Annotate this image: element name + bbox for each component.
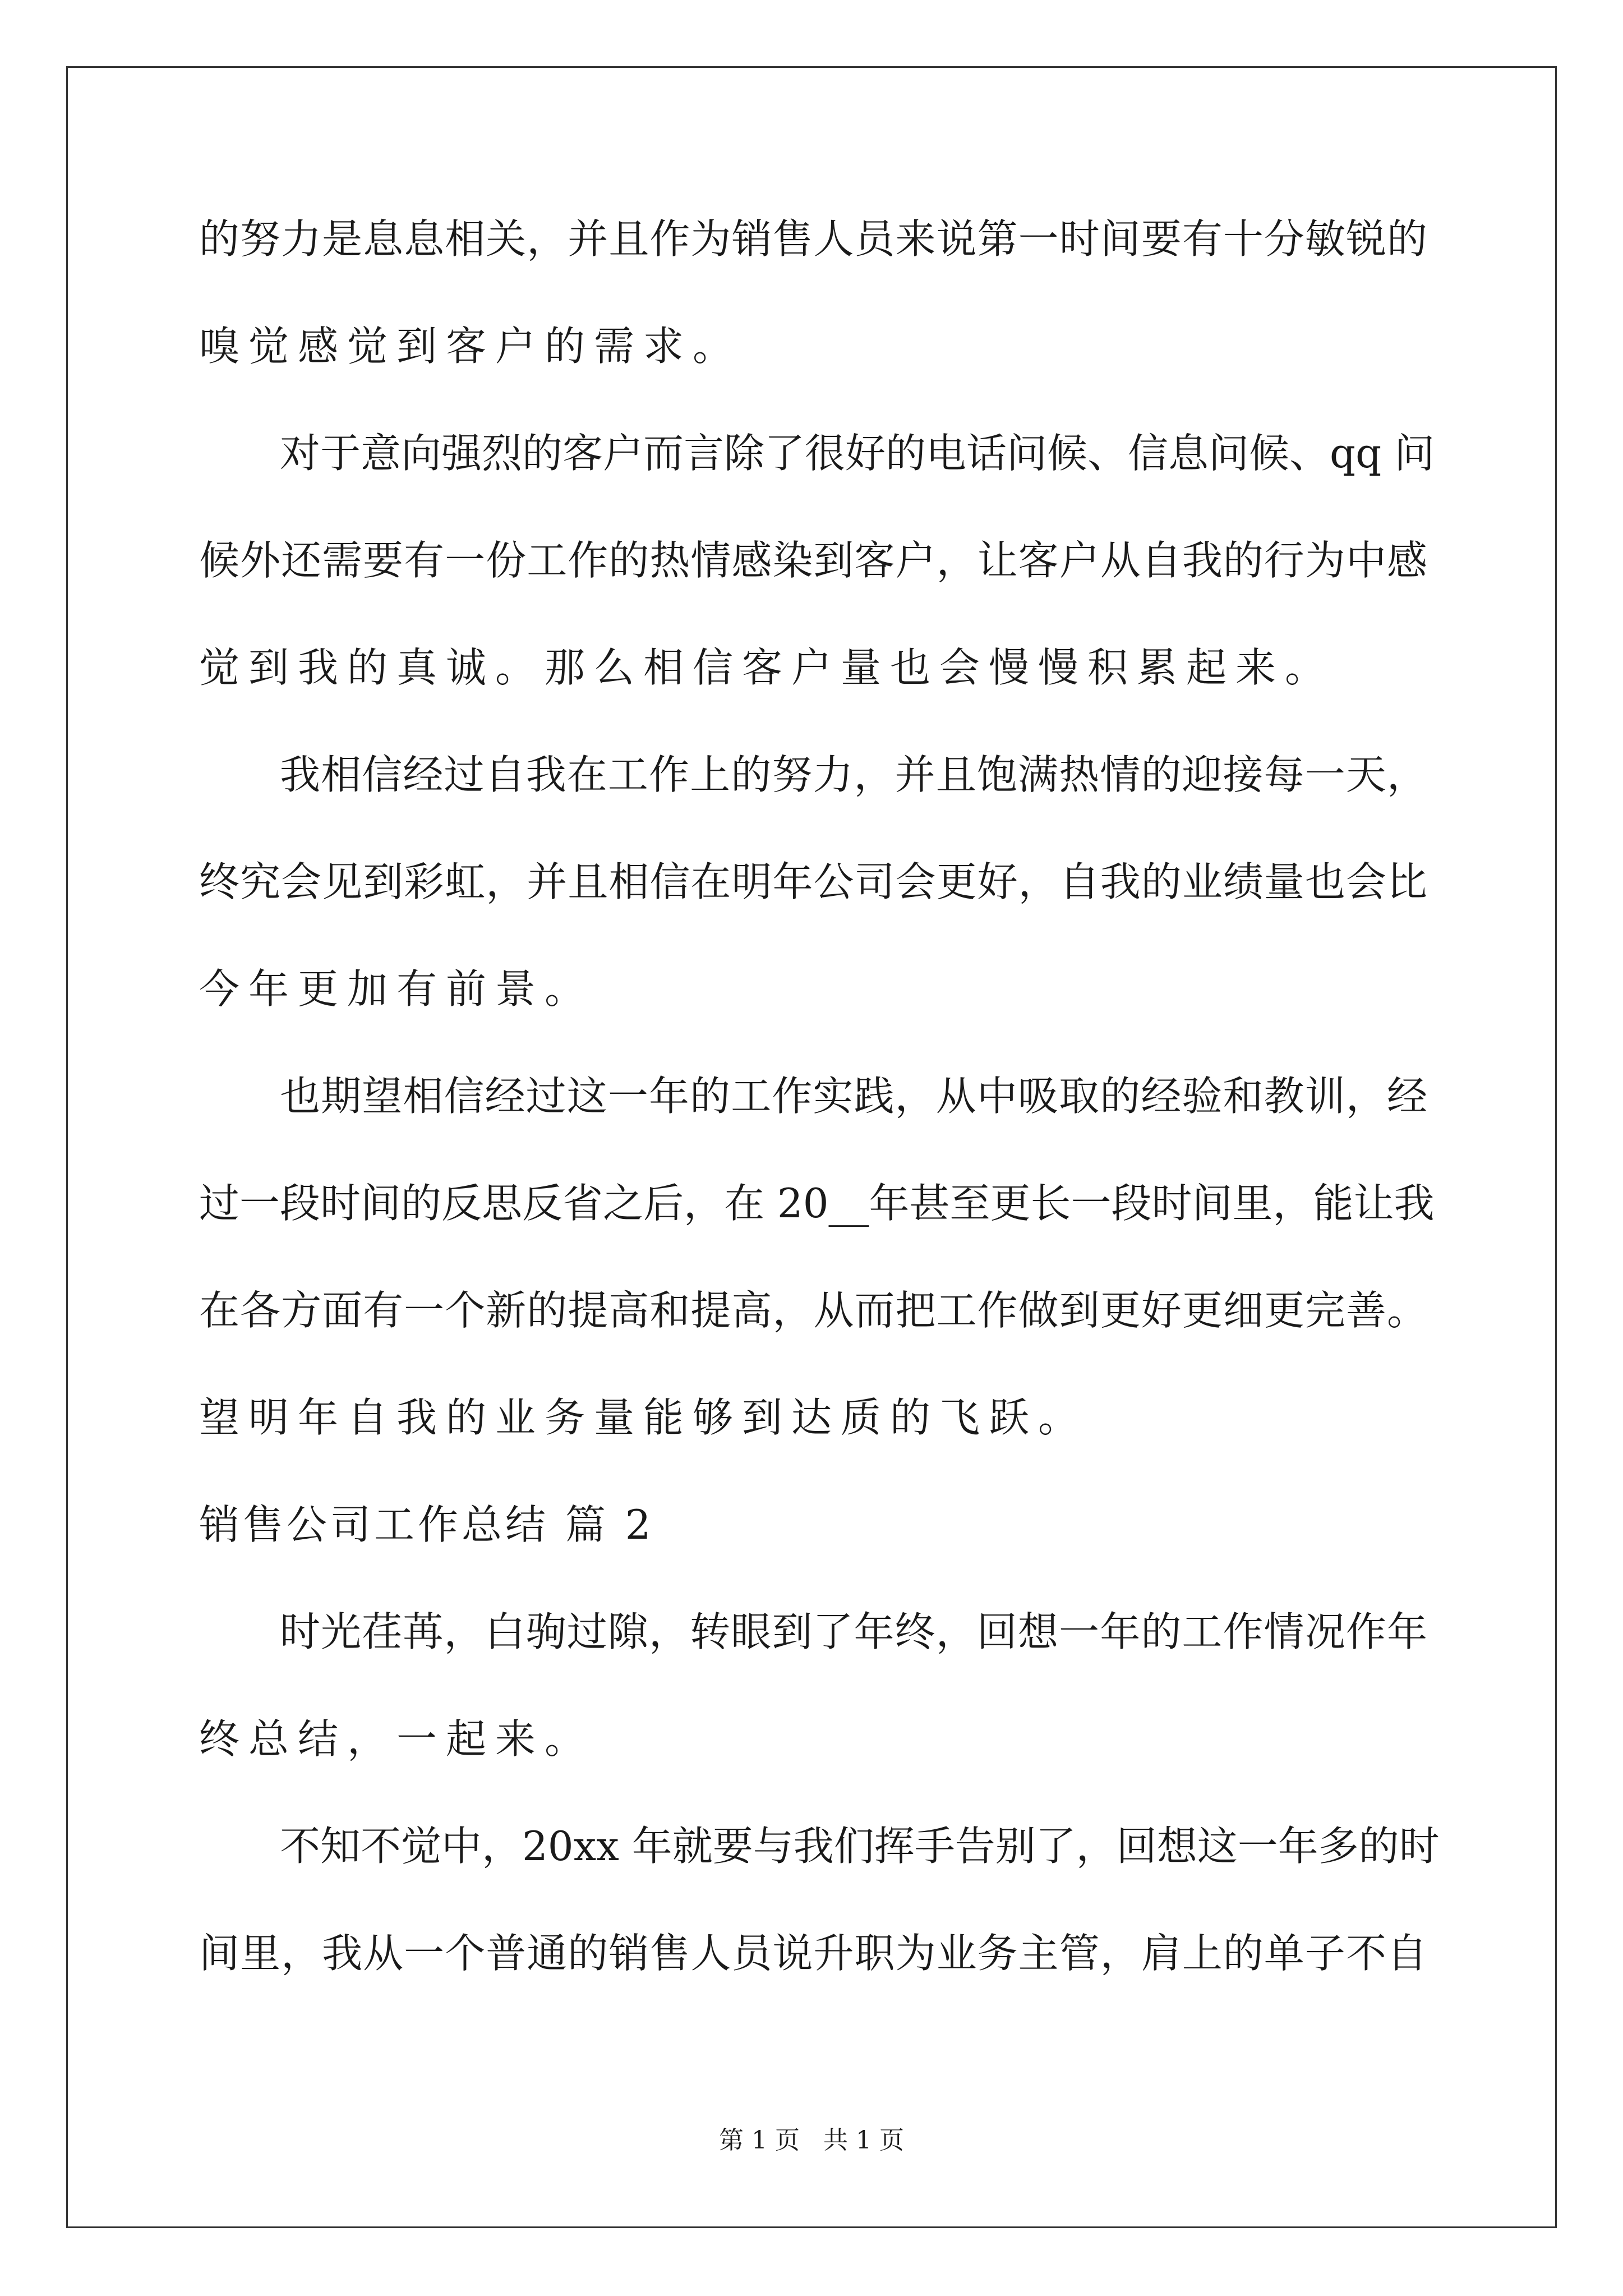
paragraph-line: 时光荏苒，白驹过隙，转眼到了年终，回想一年的工作情况作年 <box>280 1608 1427 1655</box>
paragraph-line: 终总结，一起来。 <box>199 1715 594 1763</box>
paragraph-line: 终究会见到彩虹，并且相信在明年公司会更好，自我的业绩量也会比 <box>199 858 1427 905</box>
paragraph-line: 在各方面有一个新的提高和提高，从而把工作做到更好更细更完善。 <box>199 1287 1427 1334</box>
paragraph-line: 不知不觉中，20xx 年就要与我们挥手告别了，回想这一年多的时 <box>280 1823 1440 1870</box>
paragraph-line: 嗅觉感觉到客户的需求。 <box>199 323 743 370</box>
paragraph-line: 过一段时间的反思反省之后，在 20__年甚至更长一段时间里，能让我 <box>199 1180 1435 1227</box>
paragraph-line: 望明年自我的业务量能够到达质的飞跃。 <box>199 1394 1088 1441</box>
paragraph-line: 我相信经过自我在工作上的努力，并且饱满热情的迎接每一天， <box>280 751 1427 798</box>
paragraph-line: 间里，我从一个普通的销售人员说升职为业务主管，肩上的单子不自 <box>199 1930 1427 1977</box>
paragraph-line: 候外还需要有一份工作的热情感染到客户，让客户从自我的行为中感 <box>199 537 1427 584</box>
paragraph-line: 的努力是息息相关，并且作为销售人员来说第一时间要有十分敏锐的 <box>199 215 1427 263</box>
paragraph-line: 今年更加有前景。 <box>199 965 594 1013</box>
paragraph-line: 也期望相信经过这一年的工作实践，从中吸取的经验和教训，经 <box>280 1073 1427 1120</box>
section-heading: 销售公司工作总结 篇 2 <box>199 1501 654 1548</box>
page-footer: 第 1 页 共 1 页 <box>719 2126 904 2155</box>
document-body <box>199 212 1440 2033</box>
paragraph-line: 对于意向强烈的客户而言除了很好的电话问候、信息问候、qq 问 <box>280 430 1435 477</box>
paragraph-line: 觉到我的真诚。那么相信客户量也会慢慢积累起来。 <box>199 644 1335 691</box>
